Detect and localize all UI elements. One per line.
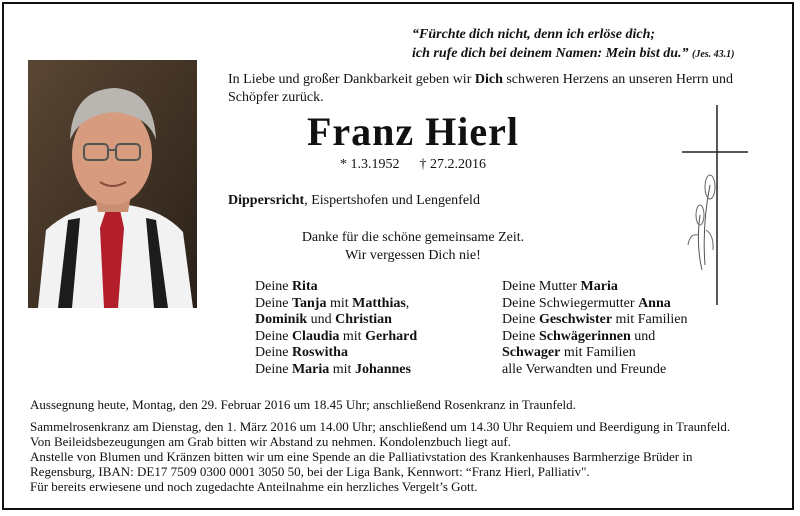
thanks-text: Danke für die schöne gemeinsame Zeit. Wir vergessen Dich nie! bbox=[301, 230, 525, 263]
intro-text: In Liebe und großer Dankbarkeit geben wir Dich schweren Herzens an unseren Herrn und Schöpfer zurück. bbox=[228, 72, 733, 105]
family-line: Deine Mutter Maria bbox=[502, 279, 618, 294]
family-list-left bbox=[255, 279, 417, 378]
family-line: Deine Rita bbox=[255, 279, 318, 294]
family-line: Deine Claudia mit Gerhard bbox=[255, 328, 418, 344]
family-line: Deine Tanja mit Matthias, bbox=[255, 295, 410, 311]
family-line: Dominik und Christian bbox=[255, 312, 392, 327]
family-line: alle Verwandten und Freunde bbox=[502, 361, 667, 377]
quote-line-2: ich rufe dich bei deinem Namen: Mein bist du.” bbox=[412, 46, 689, 61]
family-line: Deine Schwägerinnen und bbox=[502, 328, 656, 344]
birth-date: * 1.3.1952 bbox=[340, 157, 400, 172]
family-line: Deine Roswitha bbox=[255, 345, 348, 360]
family-line: Deine Geschwister mit Familien bbox=[502, 312, 688, 327]
death-date: † 27.2.2016 bbox=[419, 157, 486, 172]
family-line: Deine Schwiegermutter Anna bbox=[502, 295, 671, 311]
funeral-details: Aussegnung heute, Montag, den 29. Februar 2016 um 18.45 Uhr; anschließend Rosenkranz in Traunfeld. Sammelrosenkranz am Dienstag, den 1. März 2016 um 14.00 Uhr; anschließend um 14.30 Uhr Requiem und Beerdigung in Traunfeld. Von Beileidsbezeugungen am Grab bitten wir Abstand zu nehmen. Kondolenzbuch liegt auf. Anstelle von Blumen und Kränzen bitten wir um eine Spende an die Palliativstation des Krankenhauses Barmherzige Brüder in Regensburg, IBAN: DE17 7509 0300 0001 3050 50, bei der Liga Bank, Kennwort: “Franz Hierl, Palliativ". Für bereits erwiesene und noch zugedachte Anteilnahme ein herzliches Vergelt’s Gott. bbox=[30, 397, 731, 494]
life-dates bbox=[228, 157, 598, 173]
family-line: Schwager mit Familien bbox=[502, 345, 636, 360]
portrait-photo bbox=[28, 60, 197, 308]
hometown-line: Dippersricht, Eispertshofen und Lengenfeld bbox=[228, 193, 480, 208]
quote-reference: (Jes. 43.1) bbox=[692, 49, 735, 60]
family-line: Deine Maria mit Johannes bbox=[255, 361, 411, 377]
cross-with-wheat-icon bbox=[680, 105, 750, 305]
family-list-right bbox=[502, 279, 687, 378]
bible-quote bbox=[412, 25, 772, 64]
quote-line-1: “Fürchte dich nicht, denn ich erlöse dich; bbox=[412, 27, 656, 42]
deceased-name: Franz Hierl bbox=[306, 109, 520, 154]
